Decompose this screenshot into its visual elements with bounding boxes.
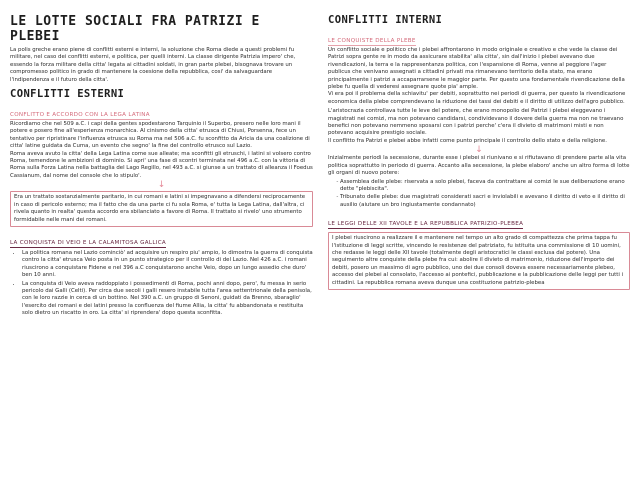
list-item: • La politica romana nel Lazio cominciò' ad acquisire un respiro piu' ampio, lo dimostra la guerra di conquista contro la citta' etrusca Veio posta in un punto strategico per il controllo di del Lazio. Nel 426 a.C. i romani riuscirono a conquistare Fidene e nel 396 a.C conquistarono anche Veio, dopo un lungo assedio che duro' ben 10 anni.: [22, 250, 313, 280]
plebs-organs-list: [328, 179, 630, 210]
list-item: - Assemblea delle plebe: riservata a solo plebei, faceva da contrattare ai comizi le sue deliberazione erano dette "plebiscita".: [340, 179, 630, 194]
subheading-plebs-conquests: LE CONQUISTE DELLA PLEBE: [328, 38, 416, 44]
paragraph-tarquinio: Ricordiamo che nel 509 a.C. i capi della gentes spodestarono Tarquinio il Superbo, presero nelle loro mani il potere e posero fine all'esperienza monarchica. Al cinismo della citta' etrusca di Chiusi, Porsenna, fece un tentativo per ripristinare l'influenza etrusca su Roma ma nel 506 a.C. fu sconfitto da Aricia da una coalizione di citta' latine guidata da Cuma, un evento che segno' la fine del controllo etrusco sul Lazio.: [10, 121, 310, 150]
paragraph-secession: Inizialmente periodi la secessione, durante esse i plebei si riunivano e si rifiutavano di prendere parte alla vita politica soprattutto in periodo di guerra. Accanto alla secessione, la plebe elaboro' anche un altro forma di lotte gli organi di nuovo potere:: [328, 155, 630, 177]
list-item: • La conquista di Veio aveva raddoppiato i possedimenti di Roma, pochi anni dopo, pero', fu messa in serio pericolo dai Galli (Celti). Per circa due secoli i galli resero instabile tutta l'area settentrionale della penisola, con le loro razzie in cerca di un bottino. Nel 390 a.C. un gruppo di Senoni, guidati da Brenno, sbaraglio' l'esercito dei romani e dei latini presso la confluenza del fiume Allia, la citta' fu abbandonata e restituita solo dietro un riscatto in oro. La citta' si riprendera' dopo questa sconfitta.: [22, 281, 313, 318]
paragraph-latin-league: Roma aveva avuto la citta' della Lega Latina come sue alleate; ma sconfitti gli etruschi, i latini si volsero contro Roma, temendone le ambizioni di dominio. Si apri' una fase di scontri terminata nel 496 a.C. con la vittoria di Roma sulla Forza Latina nella battaglia del Lago Regillo, nel 493 a.C. si giunse a un trattato di alleanza il Foedus Cassianum, dal nome del console che lo stipulo'.: [10, 150, 313, 179]
intro-paragraph: La polis greche erano piene di conflitti esterni e interni, la soluzione che Roma diede a questi problemi fu militare, nel caso dei conflitti esterni, e politica, per quelli interni. La classe dirigente Patrizia impero' che, essendo la forza militare della citta' legata ai cittadini soldati, in gran parte plebei, bisognava trovare un compromesso politico in grado di mantenere la coesione della repubblica, cosi' da salvaguardare l'indipendenza e il futuro della citta'.: [10, 47, 296, 83]
foedus-box-text: Era un trattato sostanzialmente paritario, in cui romani e latini si impegnavano a difendersi reciprocamente in caso di pericolo esterno; ma il fatto che da una parte ci fu sola Roma, e' tutta la Lega Latina, dall'altra, ci rivela quanto in realta' questa accordo era sbilanciato a favore di Roma. Il trattato si rivelo' uno strumento formidabile nelle mani dei romani.: [14, 194, 306, 223]
heading-internal-conflicts: CONFLITTI INTERNI: [328, 14, 443, 26]
down-arrow-icon: ↓: [157, 180, 166, 191]
page-title: LE LOTTE SOCIALI FRA PATRIZI E PLEBEI: [10, 14, 260, 44]
down-arrow-icon: ↓: [475, 145, 483, 156]
heading-external-conflicts: CONFLITTI ESTERNI: [10, 88, 125, 101]
paragraph-debt-slavery: Vi era poi il problema della schiavitu' per debiti, soprattutto nei periodi di guerra, per questo la rivendicazione economica della plebe comprendevano la riduzione dei tassi dei debiti e il diritto di utilizzo dell'agro pubblico.: [328, 91, 626, 105]
paragraph-social-conflict: Un conflitto sociale e politico che i plebei affrontarono in modo originale e creativo e che vede la classe dei Patrizi sopra gente re in modo da assicurare stabilita' alla citta', sin dall'inizio i plebei avevano due rivendicazioni, la terra e la rappresentanza politica, con l'espansione di Roma, venne al peggiore l'ager publicus che venivano assegnati a cittadini privati ma rimanevano territorio della stato, ma erano principalmente i patrizi a accaparrarsene le maggior parte. Per questo una fondamentale rivendicazione della plebe fu quella di vederesi assegnare quote pia' ample.: [328, 47, 625, 91]
right-column: [328, 0, 630, 292]
left-column: [10, 0, 313, 319]
subheading-latin-league: CONFLITTO E ACCORDO CON LA LEGA LATINA: [10, 112, 150, 119]
twelve-tables-text: I plebei riuscirono a realizzare il e mantenere nel tempo un alto grado di compattezza che prima tappa fu l'istituzione di leggi scritte, vincendo le resistenze del patriziato, fu istituita una commissione di 10 uomini, che redasse le leggi delle XII tavole (totalmente degli aristocratici le classi esclusa dal potere). Una seguimento altre conquiste della plebe fra cui: abolire il divieto di matrimonio, riduzione dell'importo dei debiti, posero un massimo di agro pubblico, uno dei due consoli doveva essere necessariamente plebeo, accesso dei plebei al consolato, l'accesso ai pontefici, pubblicazione e la pubblicazione delle leggi per tutti i cittadini. La repubblica romana aveva dunque una costituzione patrizio-plebea: [332, 235, 624, 286]
paragraph-aristocracy: L'aristocrazia controllava tutte le leve del potere, che erano monopolio dei Patrizi i plebei eleggevano i magistrati nei comizi, ma non potevano candidarsi, condividevano il dovere della guerra ma non ne traevano benefici non potevano nemmeno sposarsi con i patrizi perche' c'era il divieto di matrimoni misti e non potevano acquisire prestigio sociale.: [328, 108, 624, 137]
veio-bullet-list: [10, 250, 313, 318]
twelve-tables-box: [328, 232, 630, 290]
subheading-twelve-tables: LE LEGGI DELLE XII TAVOLE E LA REPUBBLICA PATRIZIO-PLEBEA: [328, 221, 524, 228]
paragraph-state-religion: Il conflitto fra Patrizi e plebei abbe infatti come punto principale il controllo dello stato e della religione.: [328, 137, 607, 144]
subheading-veio-gallic: LA CONQUISTA DI VEIO E LA CALAMITOSA GALLICA: [10, 239, 167, 246]
list-item: - Tribunato delle plebe: due magistrati considerati sacri e inviolabili e avevano il diritto di veto e il diritto di ausilio (aiutare un bro ingiustamente condannato): [340, 194, 630, 209]
foedus-cassianum-box: [10, 191, 313, 227]
